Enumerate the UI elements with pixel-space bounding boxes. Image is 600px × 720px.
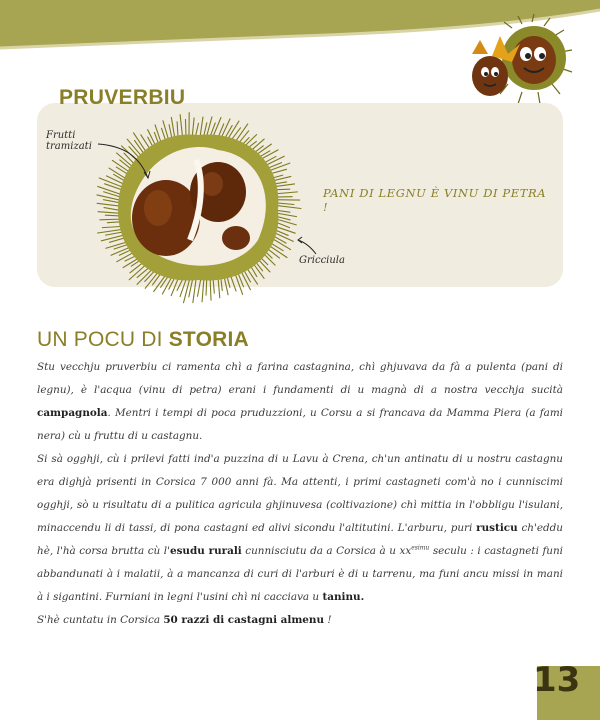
bold-term: rusticu xyxy=(476,522,518,534)
text-run: Si sà ogghji, cù i prilevi fatti ind'a puzzina di u Lavu à Crena, ch'un antinatu di u nostru castagnu era dighjà prisenti in Corsica 7 000 anni fà. Ma attenti, i primi castagneti com'à no i cunniscimi ogghji, sò u risultatu di a pulitica agricula ghjinuvesa (coltivazione) chì mittia in l'obbligu l'isulani, minaccendu li di tassi, di pona castagni ed alivi sicondu l'altitutini. L'arburu, puri xyxy=(37,453,563,534)
text-run: S'hè cuntatu in Corsica xyxy=(37,614,164,626)
text-run: . Mentri i tempi di poca pruduzzioni, u Corsu a si francava da Mamma Piera (a fami nera) cù u fruttu di u castagnu. xyxy=(37,407,563,442)
bold-term: campagnola xyxy=(37,407,108,419)
superscript: esimu xyxy=(411,544,430,552)
history-body xyxy=(37,356,563,632)
text-run: ch'eddu hè, l'hà corsa brutta cù l' xyxy=(37,522,563,557)
text-run: seculu : i castagneti funi abbandunati à i malatii, à a mancanza di curi di l'arburi è di u tarrenu, ma funi ancu missi in mani à i sigantini. Furniani in legni l'usini chì ni cacciava u xyxy=(37,545,564,603)
history-title-light: UN POCU DI xyxy=(37,328,169,351)
bold-term: 50 razzi di castagni almenu xyxy=(163,614,325,626)
paragraph-1 xyxy=(37,356,563,448)
paragraph-2 xyxy=(37,448,563,609)
page-number: 13 xyxy=(533,660,581,700)
text-run: cunnisciutu da a Corsica à u xx xyxy=(241,545,412,557)
text-run: ! xyxy=(324,614,332,626)
history-title xyxy=(37,328,249,352)
proverb-title: PRUVERBIU xyxy=(59,86,186,109)
chestnut-mascot-icon xyxy=(462,14,574,106)
label-husk: Gricciula xyxy=(299,255,345,266)
proverb-text: PANI DI LEGNU È VINU DI PETRA ! xyxy=(323,186,547,214)
text-run: Stu vecchju pruverbiu ci ramenta chì a farina castagnina, chì ghjuvava da fà a pulenta (pani di legnu), è l'acqua (vinu di petra) erani i fundamenti di u magnà di a nostra vecchja sucità xyxy=(37,361,563,396)
paragraph-3 xyxy=(37,609,563,632)
bold-term: esudu rurali xyxy=(169,545,242,557)
label-fruits: Frutti tramizati xyxy=(46,130,92,152)
history-title-bold: STORIA xyxy=(168,328,249,351)
bold-term: taninu. xyxy=(322,591,365,603)
